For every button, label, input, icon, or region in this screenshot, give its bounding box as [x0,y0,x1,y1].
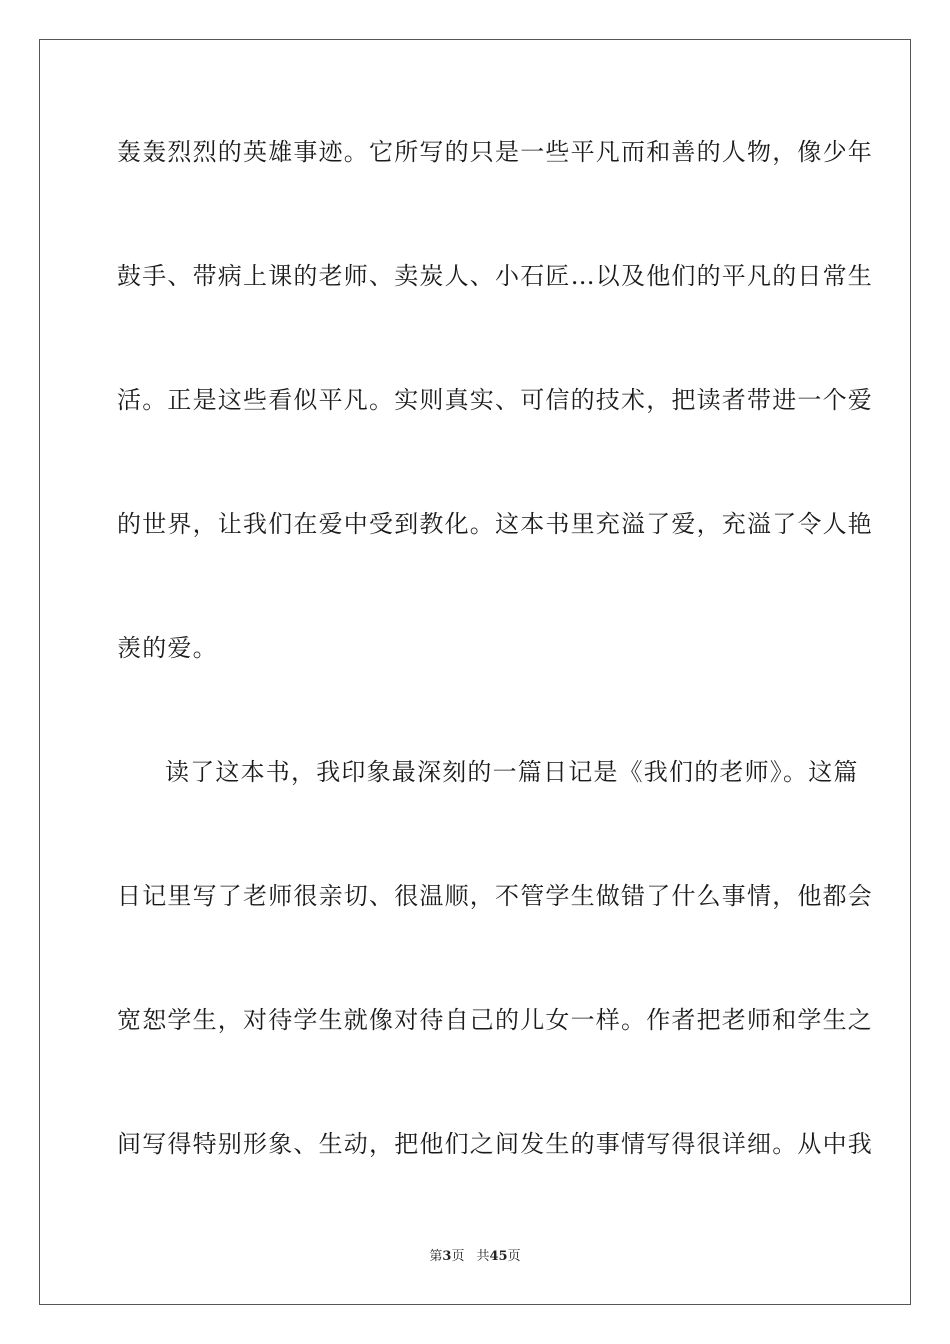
text-line-2: 鼓手、带病上课的老师、卖炭人、小石匠…以及他们的平凡的日常生 [117,262,873,290]
footer-page-suffix: 页 [451,1249,465,1264]
footer-total-pages: 45 [489,1249,508,1264]
text-line-5: 羡的爱。 [117,634,218,662]
text-line-3: 活。正是这些看似平凡。实则真实、可信的技术，把读者带进一个爱 [117,386,873,414]
text-line-1: 轰轰烈烈的英雄事迹。它所写的只是一些平凡而和善的人物，像少年 [117,138,873,166]
text-line-6-paragraph-start: 读了这本书，我印象最深刻的一篇日记是《我们的老师》。这篇 [165,758,859,786]
footer-total-suffix: 页 [507,1249,521,1264]
footer-page-number: 3 [442,1249,452,1264]
footer-total-prefix: 共 [476,1249,490,1264]
page-border [39,39,911,1305]
text-line-4: 的世界，让我们在爱中受到教化。这本书里充溢了爱，充溢了令人艳 [117,510,873,538]
text-line-9: 间写得特别形象、生动，把他们之间发生的事情写得很详细。从中我 [117,1130,873,1158]
text-line-8: 宽恕学生，对待学生就像对待自己的儿女一样。作者把老师和学生之 [117,1006,873,1034]
text-line-7: 日记里写了老师很亲切、很温顺，不管学生做错了什么事情，他都会 [117,882,873,910]
page-footer [0,1248,950,1266]
footer-page-prefix: 第 [429,1249,443,1264]
